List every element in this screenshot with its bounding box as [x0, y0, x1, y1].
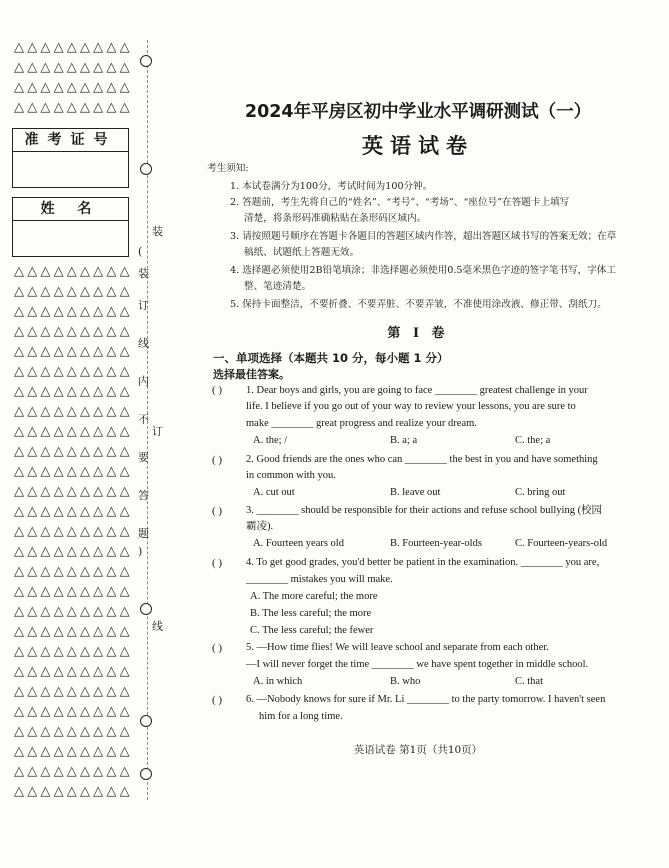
question-text: 1. Dear boys and girls, you are going to face ________ greatest challenge in your — [246, 385, 588, 396]
question-text: 4. To get good grades, you'd better be patient in the examination. ________ you are, — [246, 557, 600, 568]
page-footer: 英语试卷 第1页（共10页） — [353, 744, 483, 756]
option: B. a; a — [390, 435, 418, 446]
exam-title: 2024年平房区初中学业水平调研测试（一） — [244, 102, 592, 122]
answer-paren[interactable]: ( ) — [212, 505, 223, 517]
option: C. Fourteen-years-old — [515, 538, 608, 549]
name-label: 姓 名 — [13, 198, 128, 221]
option: B. The less careful; the more — [250, 608, 372, 619]
answer-paren[interactable]: ( ) — [212, 642, 223, 654]
option: B. leave out — [390, 487, 441, 498]
binding-hole — [140, 163, 152, 175]
question-text: make ________ great progress and realize your dream. — [246, 418, 477, 429]
exam-id-label: 准考证号 — [13, 129, 128, 152]
binding-char: 内 — [138, 375, 149, 388]
triangle-pattern-top: △△△△△△△△△ △△△△△△△△△ △△△△△△△△△ △△△△△△△△△ — [14, 40, 133, 115]
notice-item: 清楚，将条形码准确粘贴在条形码区域内。 — [244, 213, 427, 224]
binding-char: 线 — [138, 337, 149, 350]
question-text: life. I believe if you go out of your way to review your lessons, you are sure to — [246, 401, 576, 412]
question-text: in common with you. — [246, 470, 336, 481]
question-text: ________ mistakes you will make. — [246, 574, 393, 585]
option: C. bring out — [515, 487, 566, 498]
option: A. the; / — [253, 435, 288, 446]
binding-char: 不 — [138, 413, 149, 426]
binding-char: 答 — [138, 489, 149, 502]
question-text: 2. Good friends are the ones who can ________ the best in you and have something — [246, 454, 598, 465]
option: B. Fourteen-year-olds — [390, 538, 482, 549]
notice-item: 1. 本试卷满分为100分，考试时间为100分钟。 — [230, 181, 433, 192]
question-text: 6. —Nobody knows for sure if Mr. Li ________ to the party tomorrow. I haven't seen — [246, 694, 606, 705]
question-text: him for a long time. — [259, 711, 343, 722]
question-text: 5. —How time flies! We will leave school and separate from each other. — [246, 642, 549, 653]
exam-subtitle: 英语试卷 — [362, 133, 474, 158]
binding-hole — [140, 768, 152, 780]
answer-paren[interactable]: ( ) — [212, 454, 223, 466]
answer-paren[interactable]: ( ) — [212, 557, 223, 569]
option: A. in which — [253, 676, 303, 687]
question-text: —I will never forget the time ________ we have spent together in middle school. — [246, 659, 589, 670]
notice-item: 4. 选择题必须使用2B铅笔填涂；非选择题必须使用0.5毫米黑色字迹的签字笔书写，字体工 — [230, 265, 616, 276]
instruction: 选择最佳答案。 — [213, 368, 290, 381]
binding-char: 要 — [138, 451, 149, 464]
notice-item: 2. 答题前，考生先将自己的“姓名”、“考号”、“考场”、“座位号”在答题卡上填写 — [230, 197, 570, 208]
notice-item: 3. 请按照题号顺序在答题卡各题目的答题区域内作答，超出答题区域书写的答案无效；在草 — [230, 231, 617, 242]
exam-id-box[interactable] — [12, 128, 129, 188]
option: A. Fourteen years old — [253, 538, 344, 549]
notice-item: 5. 保持卡面整洁，不要折叠、不要弄脏、不要弄皱，不准使用涂改液、修正带、刮纸刀。 — [230, 299, 607, 310]
answer-paren[interactable]: ( ) — [212, 384, 223, 396]
part-title: 一、单项选择（本题共 10 分，每小题 1 分） — [213, 351, 449, 365]
triangle-pattern-bottom: △△△△△△△△△ △△△△△△△△△ △△△△△△△△△ △△△△△△△△△ △△△△△△△△△ △△△△△△△△△ △△△△△△△△△ △△△△△△△△△ △△△△△△△△△ △△△△△△△△△ △△△△△△△△△ △△△△△△△△△ △△△△△△△△△ △△△△△△△△△ △△△△△△△△△ △△△△△△△△△ △△△△△△△△△ △△△△△△△△△ △△△△△△△△△ △△△△△△△△△ △△△△△△△△△ △△△△△△△△△ △△△△△△△△△ △△△△△△△△△ △△△△△△△△△ △△△△△△△△△ △△△△△△△△△ — [14, 264, 133, 799]
binding-hole — [140, 55, 152, 67]
binding-char: 装 — [138, 267, 149, 280]
option: A. The more careful; the more — [250, 591, 378, 602]
notice-item: 整、笔迹清楚。 — [244, 281, 312, 292]
binding-char: 订 — [138, 299, 149, 312]
volume-title: 第 Ⅰ 卷 — [387, 326, 449, 341]
option: C. that — [515, 676, 543, 687]
binding-hole — [140, 603, 152, 615]
answer-paren[interactable]: ( ) — [212, 694, 223, 706]
question-text: 霸凌). — [246, 521, 274, 532]
option: B. who — [390, 676, 421, 687]
option: A. cut out — [253, 487, 295, 498]
notice-heading: 考生须知: — [207, 163, 249, 174]
binding-char-right: 订 — [152, 425, 163, 438]
binding-char-right: 装 — [152, 225, 163, 238]
option: C. The less careful; the fewer — [250, 625, 374, 636]
question-text: 3. ________ should be responsible for their actions and refuse school bullying (校园 — [246, 505, 603, 516]
name-box[interactable] — [12, 197, 129, 257]
binding-char: 题 — [138, 527, 149, 540]
binding-char: ( — [138, 245, 143, 258]
option: C. the; a — [515, 435, 551, 446]
binding-char-right: 线 — [152, 620, 163, 633]
notice-item: 稿纸、试题纸上答题无效。 — [244, 247, 360, 258]
binding-char: ) — [138, 545, 143, 558]
binding-hole — [140, 715, 152, 727]
